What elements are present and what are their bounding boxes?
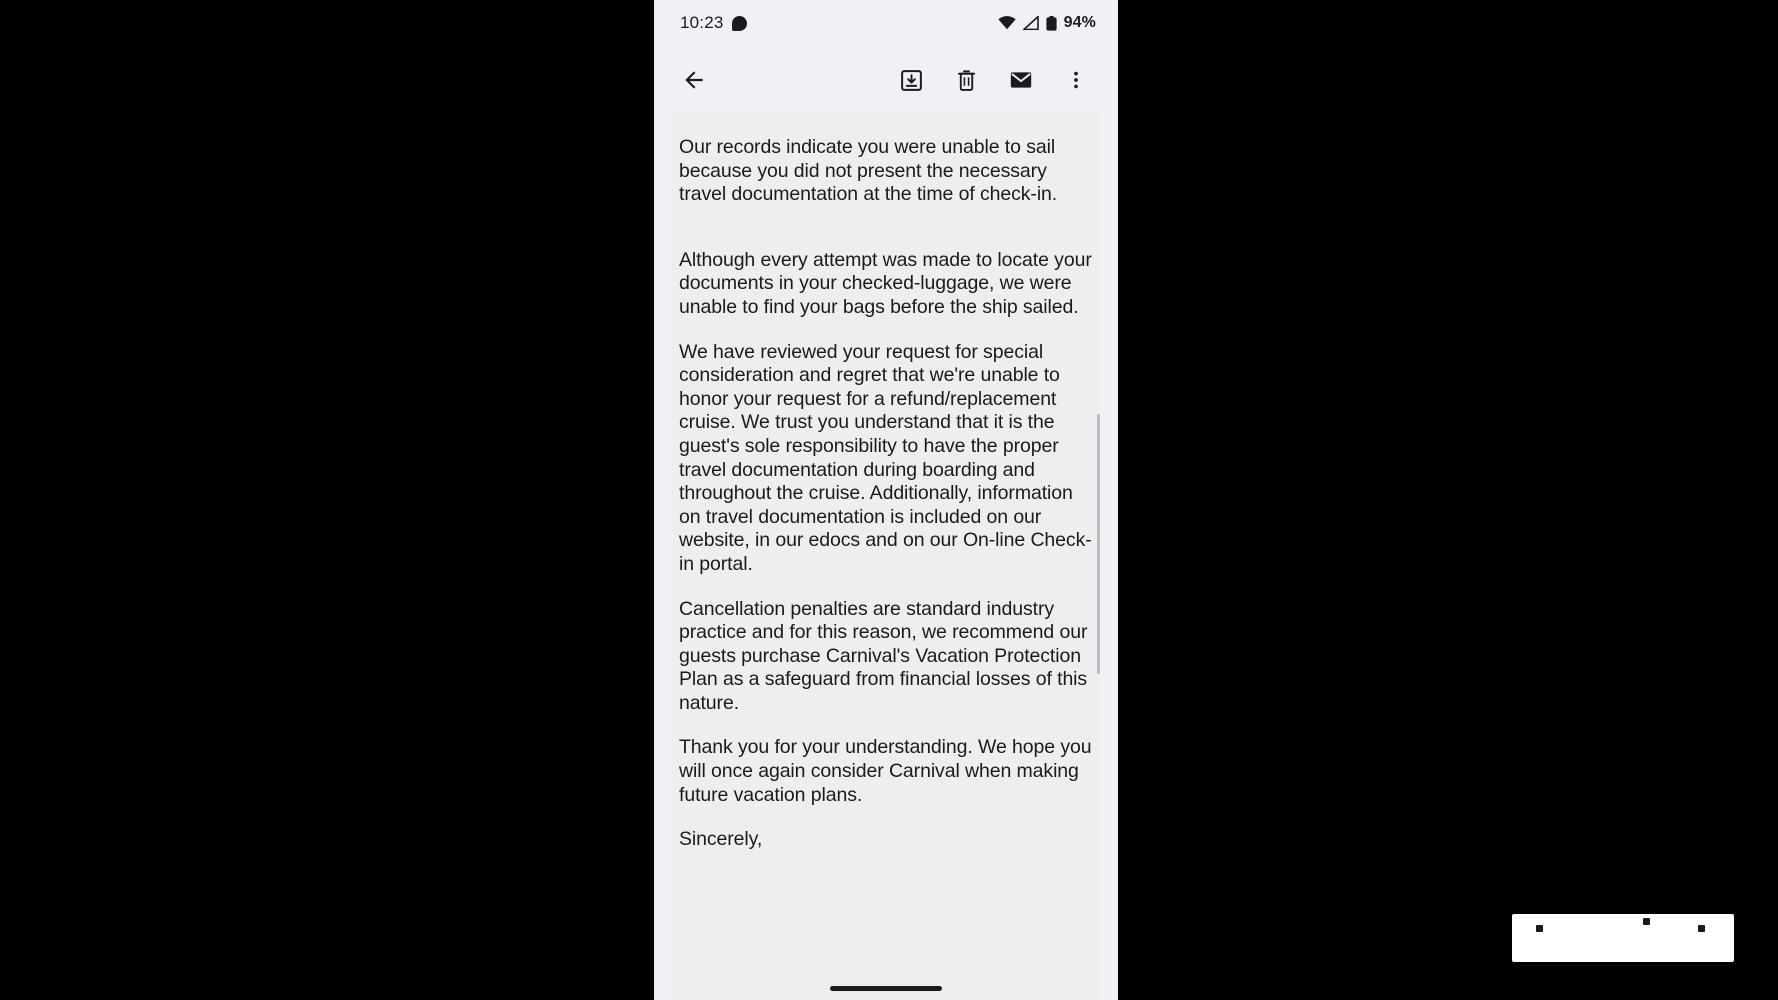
overlay-dot-icon [1698,925,1705,932]
email-scroll-container[interactable] [654,114,1118,1000]
corner-overlay-widget[interactable] [1512,914,1734,962]
email-paragraph: Cancellation penalties are standard industry practice and for this reason, we recommend our guests purchase Carnival's Vacation Protection Plan as a safeguard from financial losses of this nature. [679,597,1088,714]
wifi-icon [998,16,1016,30]
email-body-card [672,114,1100,1000]
cell-signal-icon [1023,16,1039,30]
status-bar-left [680,13,747,33]
battery-percentage: 94% [1063,14,1096,31]
back-button[interactable] [670,56,718,104]
back-arrow-icon [681,67,707,93]
phone-viewport [654,0,1118,1000]
overflow-menu-icon [1065,69,1087,91]
email-paragraph: Our records indicate you were unable to sail because you did not present the necessary travel documentation at the time of check-in. [679,136,1058,206]
archive-button[interactable] [887,56,935,104]
gesture-navigation-bar[interactable] [830,986,942,991]
overlay-dot-icon [1536,925,1543,932]
chat-bubble-icon [732,16,747,31]
body-scrollbar[interactable] [1097,414,1100,674]
email-paragraph: Thank you for your understanding. We hope you will once again consider Carnival when making future vacation plans. [679,736,1092,806]
overlay-dot-icon [1643,918,1650,925]
battery-icon [1046,16,1057,31]
email-paragraph: Although every attempt was made to locate your documents in your checked-luggage, we were unable to find your bags before the ship sailed. [679,248,1092,318]
envelope-icon [1008,67,1034,93]
email-signature: Sincerely, [679,828,763,851]
email-paragraph: We have reviewed your request for special consideration and regret that we're unable to honor your request for a refund/replacement cruise. We trust you understand that it is the guest's sole responsibility to have the proper travel documentation during boarding and throughout the cruise. Additionally, information on travel documentation is included on our website, in our edocs and on our On-line Check-in portal. [679,340,1092,575]
status-bar-right [998,14,1096,32]
status-bar [654,0,1118,46]
trash-icon [954,68,979,93]
status-time: 10:23 [680,13,724,32]
mark-unread-button[interactable] [997,56,1045,104]
email-toolbar [654,46,1118,114]
more-options-button[interactable] [1052,56,1100,104]
email-body-text [679,136,1093,852]
delete-button[interactable] [942,56,990,104]
archive-icon [899,68,924,93]
